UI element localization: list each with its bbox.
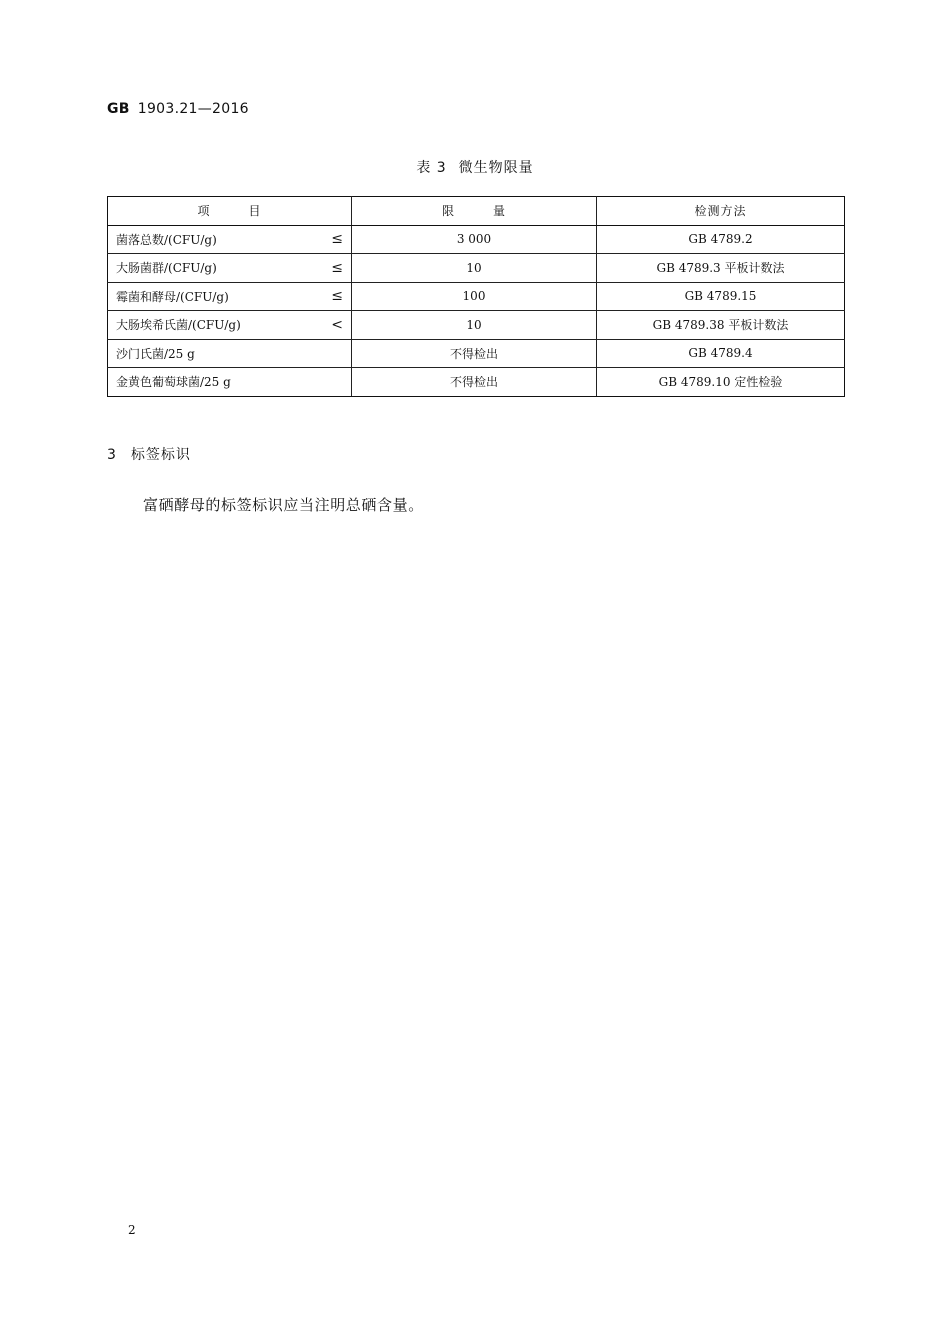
section-body-text: 富硒酵母的标签标识应当注明总硒含量。 (143, 496, 424, 514)
cell-item (108, 311, 352, 340)
cell-limit: 100 (352, 282, 597, 311)
header-item-char-1: 项 (197, 204, 211, 219)
header-item (108, 197, 352, 226)
cell-item (108, 282, 352, 311)
header-item-char-2: 目 (248, 204, 262, 219)
table-row (108, 368, 845, 397)
cell-item (108, 254, 352, 283)
operator: < (331, 316, 343, 333)
cell-limit: 不得检出 (352, 368, 597, 397)
cell-item (108, 339, 352, 368)
header-limit-char-1: 限 (441, 204, 455, 219)
cell-limit: 3 000 (352, 225, 597, 254)
table-row (108, 311, 845, 340)
cell-method: GB 4789.4 (597, 339, 845, 368)
standard-prefix: GB (107, 101, 130, 117)
cell-limit: 10 (352, 311, 597, 340)
cell-item (108, 225, 352, 254)
cell-method: GB 4789.38 平板计数法 (597, 311, 845, 340)
cell-method: GB 4789.3 平板计数法 (597, 254, 845, 283)
section-title: 标签标识 (130, 447, 191, 463)
cell-limit: 不得检出 (352, 339, 597, 368)
item-label: 霉菌和酵母/(CFU/g) (116, 289, 229, 304)
cell-method: GB 4789.15 (597, 282, 845, 311)
standard-number: 1903.21—2016 (137, 101, 249, 117)
item-label: 金黄色葡萄球菌/25 g (116, 375, 231, 390)
operator: ≤ (331, 231, 343, 248)
cell-method: GB 4789.2 (597, 225, 845, 254)
table-header-row (108, 197, 845, 226)
header-limit-char-2: 量 (493, 204, 507, 219)
table-row (108, 282, 845, 311)
header-limit (352, 197, 597, 226)
header-method: 检测方法 (597, 197, 845, 226)
cell-limit: 10 (352, 254, 597, 283)
cell-item (108, 368, 352, 397)
table-row (108, 225, 845, 254)
table-row (108, 339, 845, 368)
section-heading (107, 444, 191, 464)
microbial-limits-table (107, 196, 845, 397)
table-caption (0, 157, 950, 177)
operator: ≤ (331, 288, 343, 305)
page-number: 2 (128, 1223, 136, 1237)
item-label: 大肠菌群/(CFU/g) (116, 261, 217, 276)
table-caption-title: 微生物限量 (458, 160, 534, 176)
operator: ≤ (331, 259, 343, 276)
item-label: 菌落总数/(CFU/g) (116, 232, 217, 247)
item-label: 大肠埃希氏菌/(CFU/g) (116, 318, 241, 333)
table-row (108, 254, 845, 283)
section-number: 3 (107, 447, 117, 463)
item-label: 沙门氏菌/25 g (116, 346, 195, 361)
table-caption-number: 表 3 (416, 160, 447, 176)
cell-method: GB 4789.10 定性检验 (597, 368, 845, 397)
standard-header (107, 101, 249, 117)
